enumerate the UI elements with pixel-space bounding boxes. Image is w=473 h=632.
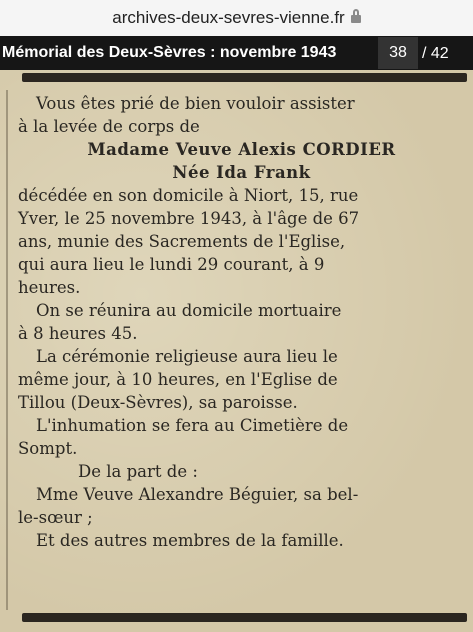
newspaper-scan <box>0 70 473 632</box>
page-number-field[interactable] <box>378 37 418 69</box>
notice-line: La cérémonie religieuse aura lieu le <box>36 347 338 366</box>
notice-line: heures. <box>18 278 81 297</box>
funeral-notice <box>18 92 465 552</box>
notice-line: même jour, à 10 heures, en l'Eglise de <box>18 370 338 389</box>
page-total: / 42 <box>422 45 449 62</box>
browser-address-bar[interactable] <box>0 0 473 36</box>
page-current: 38 <box>389 44 407 61</box>
notice-line: Sompt. <box>18 439 78 458</box>
document-title: Mémorial des Deux-Sèvres : novembre 1943 <box>2 44 337 61</box>
notice-line: le-sœur ; <box>18 508 93 527</box>
notice-line: à 8 heures 45. <box>18 324 138 343</box>
notice-line: à la levée de corps de <box>18 117 200 136</box>
notice-line: Vous êtes prié de bien vouloir assister <box>36 94 355 113</box>
notice-line: qui aura lieu le lundi 29 courant, à 9 <box>18 255 325 274</box>
top-rule <box>22 73 467 82</box>
notice-line: ans, munie des Sacrements de l'Eglise, <box>18 232 346 251</box>
bottom-rule <box>22 613 467 622</box>
notice-line: Mme Veuve Alexandre Béguier, sa bel- <box>36 485 359 504</box>
notice-maiden-name: Née Ida Frank <box>172 163 311 182</box>
notice-line: L'inhumation se fera au Cimetière de <box>36 416 349 435</box>
lock-icon <box>351 15 361 23</box>
page-edge <box>6 90 8 610</box>
notice-line: décédée en son domicile à Niort, 15, rue <box>18 186 359 205</box>
url-text[interactable]: archives-deux-sevres-vienne.fr <box>112 8 345 27</box>
notice-name: Madame Veuve Alexis CORDIER <box>87 140 396 159</box>
notice-line: Tillou (Deux-Sèvres), sa paroisse. <box>18 393 298 412</box>
notice-line: De la part de : <box>78 462 198 481</box>
notice-line: Yver, le 25 novembre 1943, à l'âge de 67 <box>18 209 360 228</box>
notice-line: On se réunira au domicile mortuaire <box>36 301 342 320</box>
notice-line: Et des autres membres de la famille. <box>36 531 344 550</box>
